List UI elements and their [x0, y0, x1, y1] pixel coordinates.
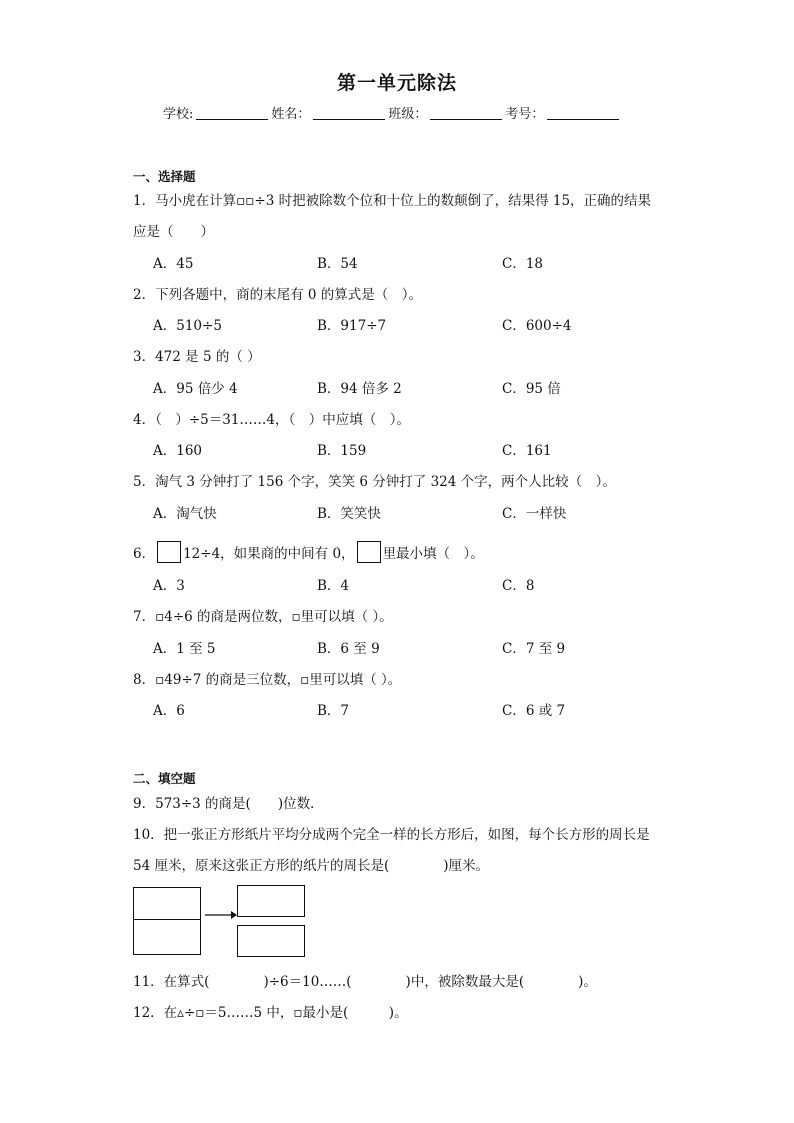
question-7-option-b[interactable]: B．6 至 9: [317, 641, 380, 657]
square-divider-line: [133, 919, 201, 920]
question-11: 11．在算式( )÷6＝10……( )中，被除数最大是( )。: [133, 974, 597, 990]
question-6-option-a[interactable]: A．3: [153, 578, 185, 594]
question-2-option-a[interactable]: A．510÷5: [153, 318, 222, 334]
question-6-option-c[interactable]: C．8: [502, 578, 535, 594]
question-1-option-b[interactable]: B．54: [317, 256, 358, 272]
question-6-option-b[interactable]: B．4: [317, 578, 350, 594]
question-5-option-c[interactable]: C．一样快: [502, 506, 567, 522]
question-4-option-c[interactable]: C．161: [502, 443, 552, 459]
student-info-line: [163, 103, 622, 122]
question-2-option-b[interactable]: B．917÷7: [317, 318, 387, 334]
section-title-fill: 二、填空题: [133, 771, 196, 786]
class-label: 班级：: [388, 107, 428, 122]
question-6-suffix: 里最小填（ ）。: [382, 546, 484, 562]
question-1-option-c[interactable]: C．18: [502, 256, 544, 272]
name-blank[interactable]: [313, 106, 385, 120]
number-label: 考号：: [505, 107, 545, 122]
question-5: 5．淘气 3 分钟打了 156 个字，笑笑 6 分钟打了 324 个字，两个人比较（ ）。: [133, 474, 616, 490]
class-blank[interactable]: [430, 106, 502, 120]
rectangle-piece-bottom: [237, 925, 305, 957]
question-10-line2: 54 厘米，原来这张正方形的纸片的周长是( )厘米。: [133, 858, 490, 874]
rectangle-piece-top: [237, 885, 305, 917]
question-1-line2: 应是（ ）: [133, 224, 214, 240]
question-8-option-a[interactable]: A．6: [153, 703, 185, 719]
question-12: 12．在▵÷▫＝5……5 中，▫最小是( )。: [133, 1005, 408, 1021]
question-2-option-c[interactable]: C．600÷4: [502, 318, 572, 334]
question-10-line1: 10．把一张正方形纸片平均分成两个完全一样的长方形后，如图，每个长方形的周长是: [133, 827, 650, 843]
question-8-option-b[interactable]: B．7: [317, 703, 350, 719]
question-2: 2．下列各题中，商的末尾有 0 的算式是（ ）。: [133, 287, 423, 303]
question-6: [133, 541, 484, 563]
square-paper-figure: [133, 887, 201, 955]
question-9: 9．573÷3 的商是( )位数．: [133, 796, 324, 812]
arrow-icon: [203, 908, 237, 922]
question-6-middle: 12÷4，如果商的中间有 0，: [183, 546, 355, 562]
question-7: 7．▫4÷6 的商是两位数，▫里可以填（ ）。: [133, 609, 393, 625]
question-6-digit-box-1[interactable]: [157, 541, 181, 563]
question-8-option-c[interactable]: C．6 或 7: [502, 703, 566, 719]
school-label: 学校:: [163, 107, 194, 122]
question-5-option-b[interactable]: B．笑笑快: [317, 506, 381, 522]
question-3-option-c[interactable]: C．95 倍: [502, 381, 561, 397]
question-3: 3．472 是 5 的（ ）: [133, 349, 261, 365]
school-blank[interactable]: [196, 106, 268, 120]
name-label: 姓名：: [271, 107, 311, 122]
question-5-option-a[interactable]: A．淘气快: [153, 506, 217, 522]
question-1-option-a[interactable]: A．45: [153, 256, 194, 272]
page-title: 第一单元除法: [336, 72, 457, 94]
question-7-option-c[interactable]: C．7 至 9: [502, 641, 566, 657]
question-4-option-a[interactable]: A．160: [153, 443, 203, 459]
question-3-option-a[interactable]: A．95 倍少 4: [153, 381, 238, 397]
question-6-prefix: 6．: [133, 546, 156, 562]
question-8: 8．▫49÷7 的商是三位数，▫里可以填（ ）。: [133, 672, 402, 688]
question-4: 4．（ ）÷5＝31……4，（ ）中应填（ ）。: [133, 412, 411, 428]
question-4-option-b[interactable]: B．159: [317, 443, 367, 459]
section-title-choice: 一、选择题: [133, 169, 196, 184]
number-blank[interactable]: [547, 106, 619, 120]
question-6-digit-box-2[interactable]: [357, 541, 381, 563]
question-1-line1: 1．马小虎在计算▫▫÷3 时把被除数个位和十位上的数颠倒了，结果得 15，正确的结果: [133, 193, 652, 209]
question-3-option-b[interactable]: B．94 倍多 2: [317, 381, 402, 397]
question-7-option-a[interactable]: A．1 至 5: [153, 641, 216, 657]
